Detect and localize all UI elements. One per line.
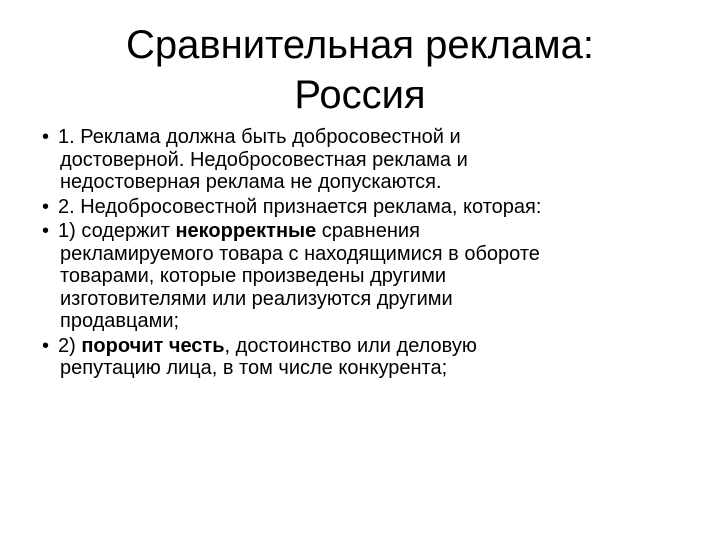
bullet-item-2 (42, 196, 682, 219)
title-line-2: Россия (294, 73, 426, 117)
bullet-4-line-2: репутацию лица, в том числе конкурента; (60, 357, 448, 379)
slide-title (70, 20, 650, 120)
bullet-3-prefix: 1) содержит (58, 220, 176, 242)
bullet-1-line-2: достоверной. Недобросовестная реклама и (60, 148, 468, 171)
bullet-dot-icon: • (42, 334, 50, 357)
bullet-4-prefix: 2) (58, 334, 82, 357)
bullet-3-suffix: сравнения (316, 220, 420, 242)
bullet-3-line-5: продавцами; (60, 310, 180, 332)
bullet-3-line-4: изготовителями или реализуются другими (60, 287, 453, 310)
bullet-list (42, 126, 682, 382)
bullet-3-bold: некорректные (175, 220, 317, 242)
bullet-1-line-3: недостоверная реклама не допускаются. (60, 171, 442, 193)
bullet-3-line-1 (58, 220, 682, 243)
bullet-3-line-2: рекламируемого товара с находящимися в обороте (60, 242, 540, 265)
bullet-item-3 (42, 220, 682, 333)
bullet-dot-icon: • (42, 126, 50, 148)
bullet-item-4 (42, 335, 682, 380)
bullet-dot-icon: • (42, 220, 50, 242)
bullet-3-line-3: товарами, которые произведены другими (60, 265, 446, 287)
bullet-4-line-1 (58, 335, 682, 358)
bullet-4-bold: порочит честь (81, 334, 225, 357)
bullet-2-line-1: 2. Недобросовестной признается реклама, которая: (58, 195, 542, 218)
bullet-dot-icon: • (42, 195, 50, 218)
bullet-item-1 (42, 126, 682, 194)
bullet-4-suffix: , достоинство или деловую (224, 334, 477, 357)
title-line-1: Сравнительная реклама: (125, 23, 595, 67)
bullet-1-line-1: 1. Реклама должна быть добросовестной и (58, 126, 461, 148)
